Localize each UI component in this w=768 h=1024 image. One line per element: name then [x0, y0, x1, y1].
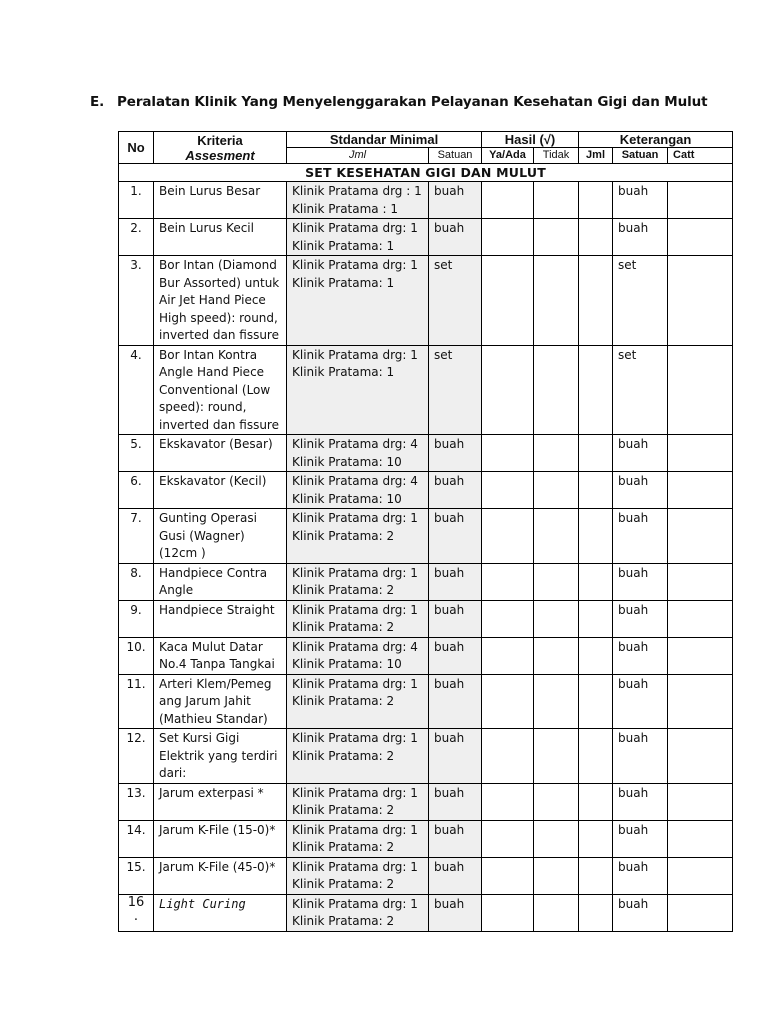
row-tidak-cell[interactable]: [534, 894, 579, 931]
row-tidak-cell[interactable]: [534, 729, 579, 784]
row-ket-jml-cell[interactable]: [579, 345, 613, 435]
row-catt-cell[interactable]: [668, 857, 733, 894]
row-ket-jml-cell[interactable]: [579, 509, 613, 564]
table-row: [119, 729, 733, 784]
row-catt-cell[interactable]: [668, 472, 733, 509]
row-ket-satuan: buah: [613, 182, 668, 219]
row-tidak-cell[interactable]: [534, 674, 579, 729]
header-kriteria-line2: Assesment: [185, 147, 255, 163]
row-number: 10.: [119, 637, 154, 674]
row-ket-satuan: set: [613, 345, 668, 435]
row-satuan: buah: [429, 783, 482, 820]
row-catt-cell[interactable]: [668, 674, 733, 729]
row-number: 3.: [119, 256, 154, 346]
row-jml: [287, 820, 429, 857]
row-satuan: set: [429, 256, 482, 346]
jml-line-pratama: Klinik Pratama: 2: [292, 877, 395, 891]
row-ket-satuan: buah: [613, 472, 668, 509]
row-number: 15.: [119, 857, 154, 894]
row-ket-jml-cell[interactable]: [579, 783, 613, 820]
row-tidak-cell[interactable]: [534, 472, 579, 509]
row-satuan: buah: [429, 637, 482, 674]
header-jml: Jml: [287, 148, 429, 164]
row-ket-satuan: set: [613, 256, 668, 346]
jml-line-pratama: Klinik Pratama: 1: [292, 365, 395, 379]
row-catt-cell[interactable]: [668, 729, 733, 784]
row-ket-satuan: buah: [613, 600, 668, 637]
row-ket-satuan: buah: [613, 783, 668, 820]
row-ket-jml-cell[interactable]: [579, 219, 613, 256]
row-ya-ada-cell[interactable]: [482, 509, 534, 564]
jml-line-pratama: Klinik Pratama : 1: [292, 201, 398, 216]
row-kriteria: Jarum exterpasi *: [154, 783, 287, 820]
row-jml: [287, 509, 429, 564]
row-kriteria: Jarum K-File (15-0)*: [154, 820, 287, 857]
header-ket-satuan: Satuan: [613, 148, 668, 164]
row-catt-cell[interactable]: [668, 783, 733, 820]
row-tidak-cell[interactable]: [534, 345, 579, 435]
row-ya-ada-cell[interactable]: [482, 894, 534, 931]
row-number: 12.: [119, 729, 154, 784]
header-ya-ada: Ya/Ada: [482, 148, 534, 164]
equipment-table: [118, 131, 733, 932]
row-satuan: buah: [429, 729, 482, 784]
row-kriteria: Arteri Klem/Pemeg ang Jarum Jahit (Mathieu Standar): [154, 674, 287, 729]
row-satuan: buah: [429, 820, 482, 857]
row-ket-jml-cell[interactable]: [579, 472, 613, 509]
jml-line-drg: Klinik Pratama drg: 1: [292, 221, 418, 235]
jml-line-pratama: Klinik Pratama: 2: [292, 694, 395, 708]
jml-line-drg: Klinik Pratama drg: 1: [292, 347, 418, 362]
row-tidak-cell[interactable]: [534, 563, 579, 600]
jml-line-drg: Klinik Pratama drg: 1: [292, 602, 418, 617]
row-catt-cell[interactable]: [668, 182, 733, 219]
row-jml: [287, 783, 429, 820]
row-satuan: buah: [429, 219, 482, 256]
jml-line-pratama: Klinik Pratama: 2: [292, 583, 395, 597]
row-ya-ada-cell[interactable]: [482, 783, 534, 820]
row-ket-jml-cell[interactable]: [579, 435, 613, 472]
row-tidak-cell[interactable]: [534, 637, 579, 674]
row-catt-cell[interactable]: [668, 563, 733, 600]
jml-line-pratama: Klinik Pratama: 2: [292, 620, 395, 634]
row-satuan: set: [429, 345, 482, 435]
row-satuan: buah: [429, 894, 482, 931]
row-ket-jml-cell[interactable]: [579, 600, 613, 637]
row-tidak-cell[interactable]: [534, 256, 579, 346]
row-number: 4.: [119, 345, 154, 435]
row-ya-ada-cell[interactable]: [482, 256, 534, 346]
row-kriteria: Bein Lurus Besar: [154, 182, 287, 219]
row-kriteria: Bor Intan (Diamond Bur Assorted) untuk Air Jet Hand Piece High speed): round, inverted dan fissure: [154, 256, 287, 346]
header-satuan: Satuan: [429, 148, 482, 164]
row-tidak-cell[interactable]: [534, 509, 579, 564]
row-number: 16 .: [119, 894, 154, 931]
row-number: 13.: [119, 783, 154, 820]
row-catt-cell[interactable]: [668, 256, 733, 346]
jml-line-drg: Klinik Pratama drg: 1: [292, 822, 418, 837]
row-catt-cell[interactable]: [668, 637, 733, 674]
header-standar: Stdandar Minimal: [287, 132, 482, 148]
row-ket-jml-cell[interactable]: [579, 820, 613, 857]
row-jml: [287, 637, 429, 674]
table-row: [119, 563, 733, 600]
row-jml: [287, 857, 429, 894]
jml-line-drg: Klinik Pratama drg: 1: [292, 896, 418, 911]
row-ket-jml-cell[interactable]: [579, 256, 613, 346]
row-ket-satuan: buah: [613, 820, 668, 857]
header-hasil: Hasil (√): [482, 132, 579, 148]
row-ket-jml-cell[interactable]: [579, 729, 613, 784]
jml-line-drg: Klinik Pratama drg: 1: [292, 565, 418, 580]
row-kriteria: Light Curing: [154, 894, 287, 931]
table-row: [119, 509, 733, 564]
row-jml: [287, 345, 429, 435]
row-catt-cell[interactable]: [668, 345, 733, 435]
row-ya-ada-cell[interactable]: [482, 435, 534, 472]
row-ya-ada-cell[interactable]: [482, 674, 534, 729]
jml-line-pratama: Klinik Pratama: 1: [292, 275, 395, 290]
row-ket-jml-cell[interactable]: [579, 637, 613, 674]
row-jml: [287, 563, 429, 600]
row-catt-cell[interactable]: [668, 600, 733, 637]
jml-line-pratama: Klinik Pratama: 2: [292, 748, 395, 763]
header-catt: Catt: [668, 148, 733, 164]
row-number: 5.: [119, 435, 154, 472]
row-number: 8.: [119, 563, 154, 600]
row-kriteria: Bor Intan Kontra Angle Hand Piece Conventional (Low speed): round, inverted dan fissure: [154, 345, 287, 435]
row-satuan: buah: [429, 509, 482, 564]
jml-line-pratama: Klinik Pratama: 10: [292, 657, 402, 671]
row-ket-jml-cell[interactable]: [579, 674, 613, 729]
row-ya-ada-cell[interactable]: [482, 563, 534, 600]
row-catt-cell[interactable]: [668, 894, 733, 931]
row-number: 6.: [119, 472, 154, 509]
section-heading: [90, 94, 708, 110]
jml-line-pratama: Klinik Pratama: 10: [292, 491, 402, 506]
row-number: 11.: [119, 674, 154, 729]
row-catt-cell[interactable]: [668, 219, 733, 256]
row-kriteria: Gunting Operasi Gusi (Wagner) (12cm ): [154, 509, 287, 564]
header-kriteria-line1: Kriteria: [197, 132, 243, 148]
row-ket-satuan: buah: [613, 894, 668, 931]
row-satuan: buah: [429, 600, 482, 637]
row-jml: [287, 674, 429, 729]
row-ket-jml-cell[interactable]: [579, 894, 613, 931]
row-satuan: buah: [429, 182, 482, 219]
row-ya-ada-cell[interactable]: [482, 729, 534, 784]
table-row: [119, 857, 733, 894]
jml-line-pratama: Klinik Pratama: 10: [292, 454, 402, 469]
jml-line-drg: Klinik Pratama drg: 1: [292, 731, 418, 745]
row-ya-ada-cell[interactable]: [482, 857, 534, 894]
row-catt-cell[interactable]: [668, 435, 733, 472]
row-kriteria: Ekskavator (Besar): [154, 435, 287, 472]
row-jml: [287, 182, 429, 219]
row-catt-cell[interactable]: [668, 820, 733, 857]
row-ket-jml-cell[interactable]: [579, 563, 613, 600]
jml-line-drg: Klinik Pratama drg: 1: [292, 511, 418, 525]
row-jml: [287, 256, 429, 346]
row-jml: [287, 219, 429, 256]
row-ya-ada-cell[interactable]: [482, 345, 534, 435]
jml-line-pratama: Klinik Pratama: 2: [292, 914, 395, 928]
row-ket-jml-cell[interactable]: [579, 857, 613, 894]
jml-line-drg: Klinik Pratama drg: 1: [292, 258, 418, 272]
table-row: [119, 345, 733, 435]
table-row: [119, 674, 733, 729]
section-row-title: SET KESEHATAN GIGI DAN MULUT: [119, 164, 733, 182]
row-number: 14.: [119, 820, 154, 857]
row-ket-satuan: buah: [613, 674, 668, 729]
jml-line-pratama: Klinik Pratama: 2: [292, 803, 395, 817]
row-satuan: buah: [429, 435, 482, 472]
row-ya-ada-cell[interactable]: [482, 219, 534, 256]
row-satuan: buah: [429, 472, 482, 509]
jml-line-drg: Klinik Pratama drg: 1: [292, 676, 418, 691]
row-number: 7.: [119, 509, 154, 564]
row-ket-satuan: buah: [613, 857, 668, 894]
row-kriteria: Handpiece Contra Angle: [154, 563, 287, 600]
row-ket-satuan: buah: [613, 435, 668, 472]
row-tidak-cell[interactable]: [534, 219, 579, 256]
jml-line-drg: Klinik Pratama drg : 1: [292, 184, 422, 198]
row-jml: [287, 435, 429, 472]
row-jml: [287, 729, 429, 784]
header-kriteria: [154, 132, 287, 164]
header-keterangan: Keterangan: [579, 132, 733, 148]
row-ket-satuan: buah: [613, 509, 668, 564]
jml-line-pratama: Klinik Pratama: 1: [292, 238, 395, 253]
jml-line-pratama: Klinik Pratama: 2: [292, 840, 395, 854]
row-satuan: buah: [429, 857, 482, 894]
row-tidak-cell[interactable]: [534, 182, 579, 219]
row-satuan: buah: [429, 674, 482, 729]
row-ya-ada-cell[interactable]: [482, 472, 534, 509]
jml-line-drg: Klinik Pratama drg: 1: [292, 785, 418, 800]
row-ket-jml-cell[interactable]: [579, 182, 613, 219]
row-kriteria: Set Kursi Gigi Elektrik yang terdiri dari:: [154, 729, 287, 784]
row-jml: [287, 600, 429, 637]
table-row: [119, 600, 733, 637]
row-kriteria: Kaca Mulut Datar No.4 Tanpa Tangkai: [154, 637, 287, 674]
jml-line-drg: Klinik Pratama drg: 1: [292, 859, 418, 874]
table-row: [119, 894, 733, 931]
row-catt-cell[interactable]: [668, 509, 733, 564]
row-kriteria: Ekskavator (Kecil): [154, 472, 287, 509]
row-ket-satuan: buah: [613, 219, 668, 256]
row-kriteria: Jarum K-File (45-0)*: [154, 857, 287, 894]
row-jml: [287, 472, 429, 509]
section-title: Peralatan Klinik Yang Menyelenggarakan Pelayanan Kesehatan Gigi dan Mulut: [117, 94, 708, 110]
row-ya-ada-cell[interactable]: [482, 820, 534, 857]
table-row: [119, 637, 733, 674]
section-letter: E.: [90, 94, 105, 110]
row-tidak-cell[interactable]: [534, 820, 579, 857]
jml-line-pratama: Klinik Pratama: 2: [292, 528, 395, 543]
row-number: 1.: [119, 182, 154, 219]
row-ya-ada-cell[interactable]: [482, 600, 534, 637]
header-no: No: [119, 132, 154, 164]
row-number: 2.: [119, 219, 154, 256]
jml-line-drg: Klinik Pratama drg: 4: [292, 437, 418, 451]
jml-line-drg: Klinik Pratama drg: 4: [292, 639, 418, 654]
table-row: [119, 472, 733, 509]
row-ket-satuan: buah: [613, 729, 668, 784]
row-jml: [287, 894, 429, 931]
table-row: [119, 219, 733, 256]
table-row: [119, 783, 733, 820]
row-ya-ada-cell[interactable]: [482, 637, 534, 674]
table-row: [119, 256, 733, 346]
jml-line-drg: Klinik Pratama drg: 4: [292, 474, 418, 488]
row-satuan: buah: [429, 563, 482, 600]
row-tidak-cell[interactable]: [534, 435, 579, 472]
table-row: [119, 820, 733, 857]
row-tidak-cell[interactable]: [534, 857, 579, 894]
row-kriteria: Bein Lurus Kecil: [154, 219, 287, 256]
table-row: [119, 182, 733, 219]
row-kriteria: Handpiece Straight: [154, 600, 287, 637]
table-row: [119, 435, 733, 472]
row-tidak-cell[interactable]: [534, 600, 579, 637]
header-tidak: Tidak: [534, 148, 579, 164]
header-ket-jml: Jml: [579, 148, 613, 164]
row-tidak-cell[interactable]: [534, 783, 579, 820]
row-number: 9.: [119, 600, 154, 637]
row-ket-satuan: buah: [613, 563, 668, 600]
row-ya-ada-cell[interactable]: [482, 182, 534, 219]
row-ket-satuan: buah: [613, 637, 668, 674]
